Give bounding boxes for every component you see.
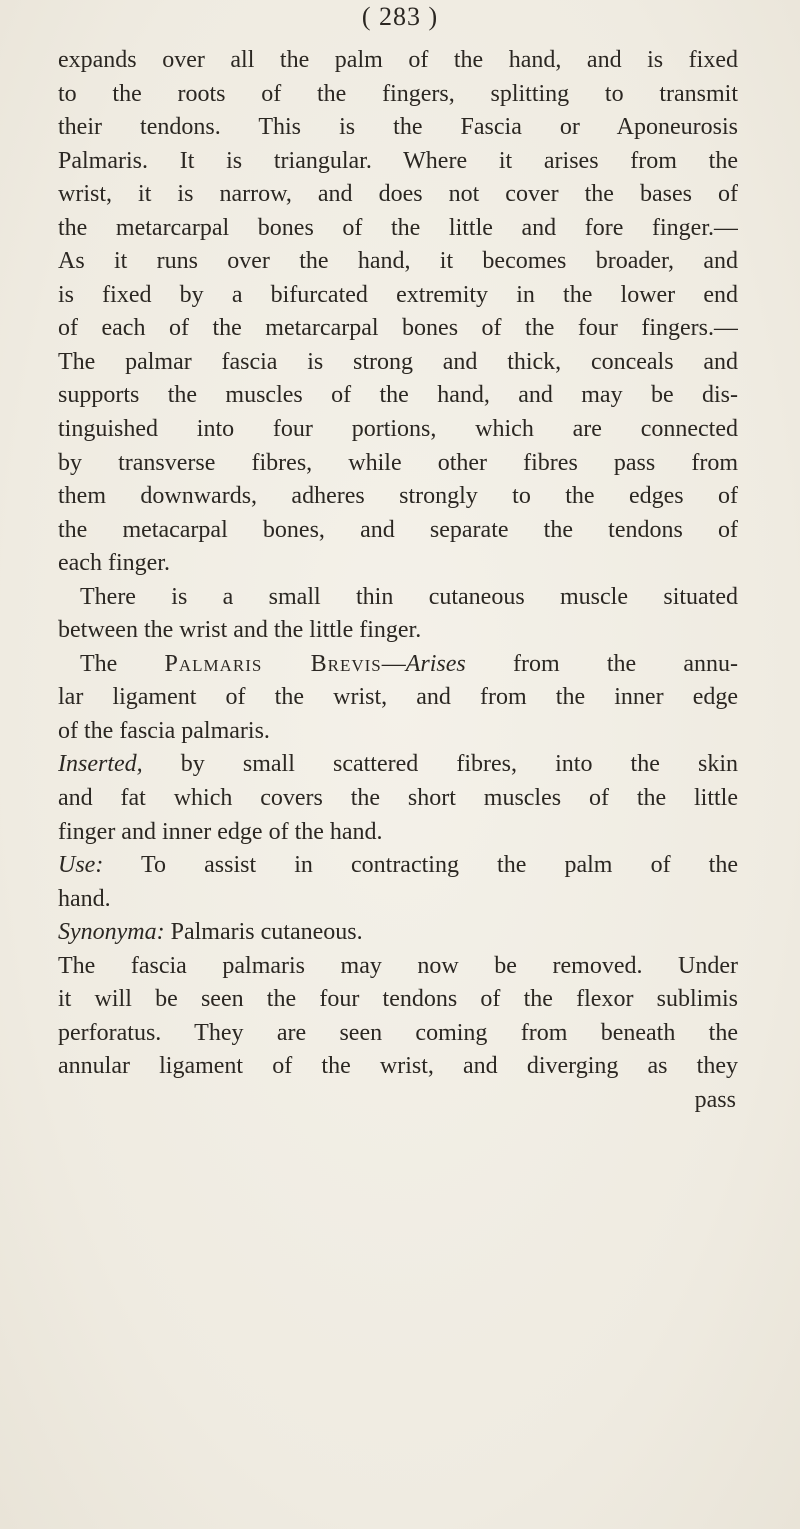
text-line: it will be seen the four tendons of the flexor sublimis xyxy=(58,986,738,1013)
use-text: To assist in contracting the palm of the xyxy=(141,852,738,879)
text-line: of each of the metarcarpal bones of the four fingers.— xyxy=(58,315,738,342)
page-number: ( 283 ) xyxy=(361,2,439,31)
text-line: tinguished into four portions, which are connected xyxy=(58,416,738,443)
text-line: perforatus. They are seen coming from beneath the xyxy=(58,1019,738,1046)
text-line: lar ligament of the wrist, and from the inner edge xyxy=(58,684,738,711)
inserted-label: Inserted, xyxy=(58,751,143,778)
muscle-name: Palmaris Brevis xyxy=(164,650,382,677)
text-line: annular ligament of the wrist, and diverging as they xyxy=(58,1053,738,1080)
text-line: The palmar fascia is strong and thick, conceals and xyxy=(58,348,738,375)
text-line: finger and inner edge of the hand. xyxy=(58,818,383,845)
text-line: As it runs over the hand, it becomes broader, and xyxy=(58,248,738,275)
text-line: and fat which covers the short muscles of the little xyxy=(58,785,738,812)
text-line: by transverse fibres, while other fibres pass from xyxy=(58,449,738,476)
heading-the: The xyxy=(80,650,118,677)
text-line: expands over all the palm of the hand, and is fixed xyxy=(58,47,738,73)
use-label: Use: xyxy=(58,852,104,879)
text-line: Palmaris. It is triangular. Where it arises from the xyxy=(58,147,738,174)
heading-dash: — xyxy=(381,650,406,677)
inserted-line xyxy=(58,748,738,782)
body-text xyxy=(58,44,738,1118)
inserted-text: by small scattered fibres, into the skin xyxy=(180,751,738,778)
text-line: the metacarpal bones, and separate the tendons of xyxy=(58,516,738,543)
arises-text: from the annu- xyxy=(512,650,738,677)
text-line: of the fascia palmaris. xyxy=(58,717,270,744)
text-line: each finger. xyxy=(58,550,170,577)
text-line: to the roots of the fingers, splitting to transmit xyxy=(58,80,738,107)
text-line: hand. xyxy=(58,885,111,912)
text-line: the metarcarpal bones of the little and fore finger.— xyxy=(58,214,738,241)
text-line: between the wrist and the little finger. xyxy=(58,617,422,644)
synonyma-text: Palmaris cutaneous. xyxy=(170,919,363,946)
synonyma-line xyxy=(58,916,738,950)
text-line: The fascia palmaris may now be removed. Under xyxy=(58,952,738,979)
text-line: supports the muscles of the hand, and may be dis- xyxy=(58,382,738,409)
use-line xyxy=(58,849,738,883)
text-line: wrist, it is narrow, and does not cover the bases of xyxy=(58,181,738,208)
paragraph-start-line: There is a small thin cutaneous muscle situated xyxy=(80,583,738,610)
arises-label: Arises xyxy=(405,650,466,677)
text-line: their tendons. This is the Fascia or Aponeurosis xyxy=(58,114,738,141)
text-line: them downwards, adheres strongly to the edges of xyxy=(58,483,738,510)
text-line: is fixed by a bifurcated extremity in the lower end xyxy=(58,281,738,308)
synonyma-label: Synonyma: xyxy=(58,919,165,946)
palmaris-brevis-heading xyxy=(58,648,738,682)
catchword: pass xyxy=(694,1086,736,1113)
